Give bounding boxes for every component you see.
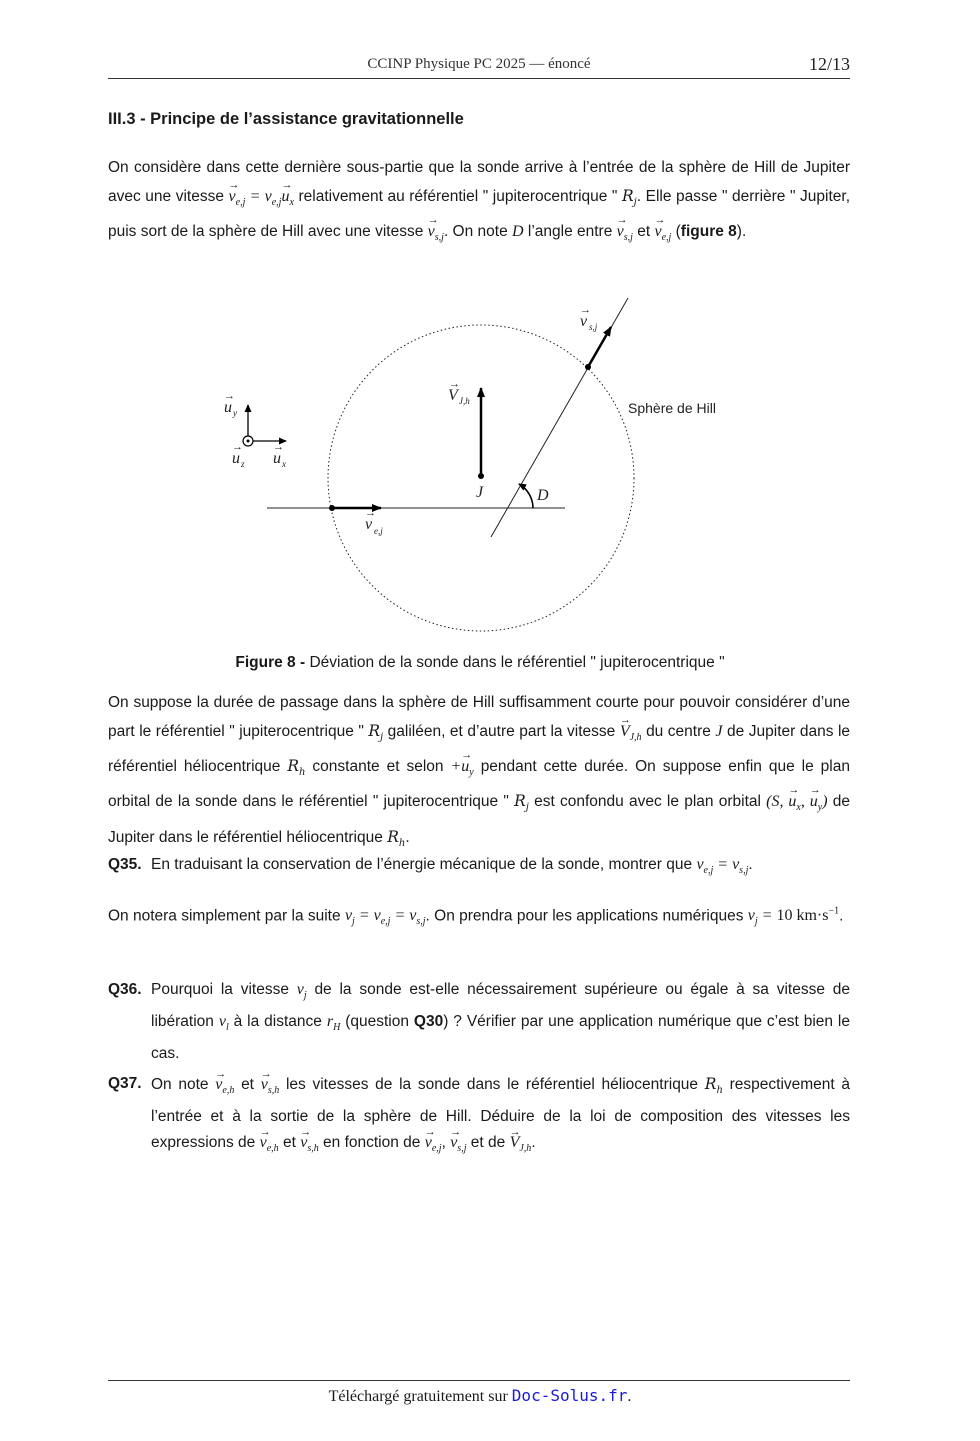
- q37-label: Q37.: [108, 1075, 142, 1092]
- math-d: D: [512, 223, 524, 241]
- math-vj-value: $v_j = 10$ $km\cdot s^{-1}$: [747, 906, 840, 928]
- label-vej: v: [365, 516, 373, 533]
- q37-text-2: et: [241, 1076, 254, 1093]
- label-j: J: [476, 484, 484, 501]
- label-uz-arrow: →: [232, 441, 243, 453]
- section-title: III.3 - Principe de l’assistance gravitationnelle: [108, 110, 464, 128]
- math-j: J: [715, 723, 723, 740]
- doc-solus-link[interactable]: Doc-Solus.fr: [511, 1386, 628, 1405]
- label-vsj: v: [580, 313, 588, 330]
- q37-text-9: .: [531, 1134, 536, 1152]
- label-vjh: V: [448, 387, 458, 404]
- para2-text-2: galiléen, et d’autre part la vitesse: [387, 723, 616, 740]
- label-ux: u: [273, 450, 281, 467]
- math-vej-eq: → $v_{e,j} = v_{e,j}\to u_x$: [229, 188, 294, 205]
- label-vjh-sub: J,h: [459, 396, 470, 406]
- math-vj: $v_j$: [296, 981, 307, 1002]
- intro-text-2: relativement au référentiel " jupiterocentrique ": [298, 188, 618, 205]
- intro-text-8: ).: [736, 223, 747, 241]
- q37-text-1: On note: [151, 1076, 209, 1093]
- math-vej-2: → $v_{e,j}$: [425, 1134, 442, 1151]
- q30-ref: Q30: [413, 1013, 444, 1031]
- q36-text-5: ) ? Vérifier par une application numérique que c’est bien le cas.: [151, 1013, 850, 1063]
- label-uz: u: [232, 450, 240, 467]
- intro-text-1: On considère dans cette dernière sous-partie que la sonde arrive à l’entrée de la sphère de Hill de Jupiter avec une vitesse: [108, 159, 850, 205]
- label-d: D: [537, 487, 549, 504]
- para2-text-4: de Jupiter dans le référentiel héliocentrique: [108, 723, 851, 776]
- page-footer: [0, 1386, 960, 1406]
- page-number: 12/13: [808, 54, 850, 74]
- para3-text-1: On notera simplement par la suite: [108, 907, 341, 925]
- caption-text: Déviation de la sonde dans le référentiel " jupiterocentrique ": [309, 654, 725, 671]
- label-uy-arrow: →: [224, 390, 235, 402]
- intro-text-4: . On note: [443, 223, 508, 241]
- intro-text-6: et: [637, 223, 651, 241]
- math-vsj: → $v_{s,j}$: [428, 223, 444, 240]
- intro-text-3: . Elle passe " derrière " Jupiter, puis sort de la sphère de Hill avec une vitesse: [108, 188, 850, 241]
- intro-paragraph: On considère dans cette dernière sous-partie que la sonde arrive à l’entrée de la sphère de Hill de Jupiter avec une vitesse → $v_{e,j} = v_{e,j}\to u_x$ relativement au référentiel " jupiterocentrique " $R_j$. Elle passe " derrière " Jupiter, puis sort de la sphère de Hill avec une vitesse → $v_{s,j}$. On note D l’angle entre → $v_{s,j}$ et → $v_{e,j}$ (figure 8).: [108, 153, 850, 252]
- label-uy-sub: y: [233, 408, 237, 418]
- q35-label: Q35.: [108, 856, 142, 873]
- figure-caption: [0, 654, 960, 672]
- label-hill-sphere: Sphère de Hill: [628, 400, 716, 416]
- footer-prefix: Téléchargé gratuitement sur: [328, 1388, 508, 1405]
- q36-text-3: à la distance: [233, 1013, 322, 1031]
- math-vjh: → $V_{J,h}$: [620, 723, 642, 740]
- header-title: CCINP Physique PC 2025 — énoncé: [367, 56, 591, 72]
- math-vl: $v_l$: [218, 1013, 229, 1034]
- footer-divider: [108, 1380, 850, 1381]
- para2-text-5: constante et selon: [312, 758, 444, 776]
- q36-text-1: Pourquoi la vitesse: [151, 981, 289, 998]
- q37-text-8: et de: [470, 1134, 506, 1152]
- uz-axis-dot: [247, 440, 250, 443]
- q36-text-4: (question: [345, 1013, 409, 1031]
- vj-unit: km·s: [796, 907, 829, 925]
- math-rh-3: $R_h$: [704, 1075, 723, 1097]
- para3-text-2: . On prendra pour les applications numériques: [425, 907, 744, 925]
- label-vsj-sub: s,j: [589, 322, 598, 332]
- para2-text-8: de Jupiter dans le référentiel héliocentrique: [108, 793, 850, 846]
- math-vj-def: $v_j = v_{e,j} = v_{s,j}$: [344, 907, 426, 928]
- math-rj-2: $R_j$: [368, 722, 384, 744]
- q37-text-5: et: [282, 1134, 296, 1152]
- para2-text-9: .: [405, 828, 410, 846]
- math-orbital-plane: (S, → $u_x$, → $u_y$): [766, 793, 827, 810]
- label-uy: u: [224, 399, 232, 416]
- label-uz-sub: z: [241, 459, 245, 469]
- math-vej-eq-vsj: $v_{e,j} = v_{s,j}$: [696, 856, 749, 877]
- q37-text-6: en fonction de: [323, 1134, 421, 1152]
- label-vej-arrow: →: [365, 507, 376, 519]
- math-vsj-3: → $v_{s,j}$: [450, 1134, 466, 1151]
- figure-ref: figure 8: [680, 223, 737, 241]
- intro-text-5: l’angle entre: [527, 223, 613, 241]
- q35-text: En traduisant la conservation de l’énergie mécanique de la sonde, montrer que: [151, 856, 693, 873]
- math-rj-3: $R_j$: [514, 792, 529, 814]
- footer-suffix: .: [627, 1388, 632, 1405]
- label-vsj-arrow: →: [580, 304, 591, 316]
- figure-8-diagram: [0, 285, 960, 645]
- label-vjh-arrow: →: [449, 378, 460, 390]
- angle-d-arc: [519, 484, 533, 508]
- q36-label: Q36.: [108, 981, 142, 998]
- q37-text-4: respectivement à l’entrée et à la sortie de la sphère de Hill. Déduire de la loi de composition des vitesses les expressions de: [151, 1076, 851, 1152]
- label-vej-sub: e,j: [374, 526, 383, 536]
- math-rh: $R_h$: [287, 757, 306, 779]
- notation-paragraph: On notera simplement par la suite $v_j = v_{e,j} = v_{s,j}$. On prendra pour les applications numériques $v_j = 10$ $km\cdot s^{-1}$.: [108, 906, 844, 928]
- para2-text-3: du centre: [646, 723, 711, 740]
- math-veh-2: → $v_{e,h}$: [260, 1134, 279, 1151]
- math-vjh-2: → $V_{J,h}$: [510, 1134, 532, 1151]
- question-q36: [108, 977, 850, 1067]
- math-vsh-2: → $v_{s,h}$: [300, 1134, 319, 1151]
- label-ux-arrow: →: [273, 441, 284, 453]
- math-veh: → $v_{e,h}$: [215, 1076, 234, 1093]
- math-vej: → $v_{e,j}$: [655, 223, 672, 240]
- math-vsj-2: → $v_{s,j}$: [617, 223, 633, 240]
- para2-text-6: pendant cette durée. On suppose enfin que le plan orbital de la sonde dans le référentiel " jupiterocentrique ": [108, 758, 850, 811]
- question-q37: [108, 1071, 850, 1162]
- q37-text-7: ,: [441, 1134, 446, 1152]
- caption-label: Figure 8 -: [235, 654, 306, 671]
- math-rj: $R_j$: [622, 187, 637, 209]
- assumptions-paragraph: [108, 688, 850, 858]
- vsj-arrow: [588, 327, 611, 367]
- question-q35: Q35. En traduisant la conservation de l’énergie mécanique de la sonde, montrer que $v_{e,j} = v_{s,j}$.: [108, 852, 850, 884]
- page-header: [108, 54, 850, 79]
- math-plus-uy: +→ $u_y$: [450, 758, 473, 775]
- math-rh-2: $R_h$: [387, 827, 406, 849]
- q36-text-2: de la sonde est-elle nécessairement supérieure ou égale à sa vitesse de libération: [151, 981, 850, 1031]
- para2-text-7: est confondu avec le plan orbital: [534, 793, 761, 811]
- math-rh-dist: $r_H$: [326, 1013, 341, 1034]
- vj-value: 10: [776, 907, 793, 925]
- math-vsh: → $v_{s,h}$: [261, 1076, 280, 1093]
- para2-text-1: On suppose la durée de passage dans la sphère de Hill suffisamment courte pour pouvoir considérer d’une part le référentiel " jupiterocentrique ": [108, 694, 850, 740]
- label-ux-sub: x: [282, 459, 286, 469]
- q37-text-3: les vitesses de la sonde dans le référentiel héliocentrique: [285, 1076, 699, 1093]
